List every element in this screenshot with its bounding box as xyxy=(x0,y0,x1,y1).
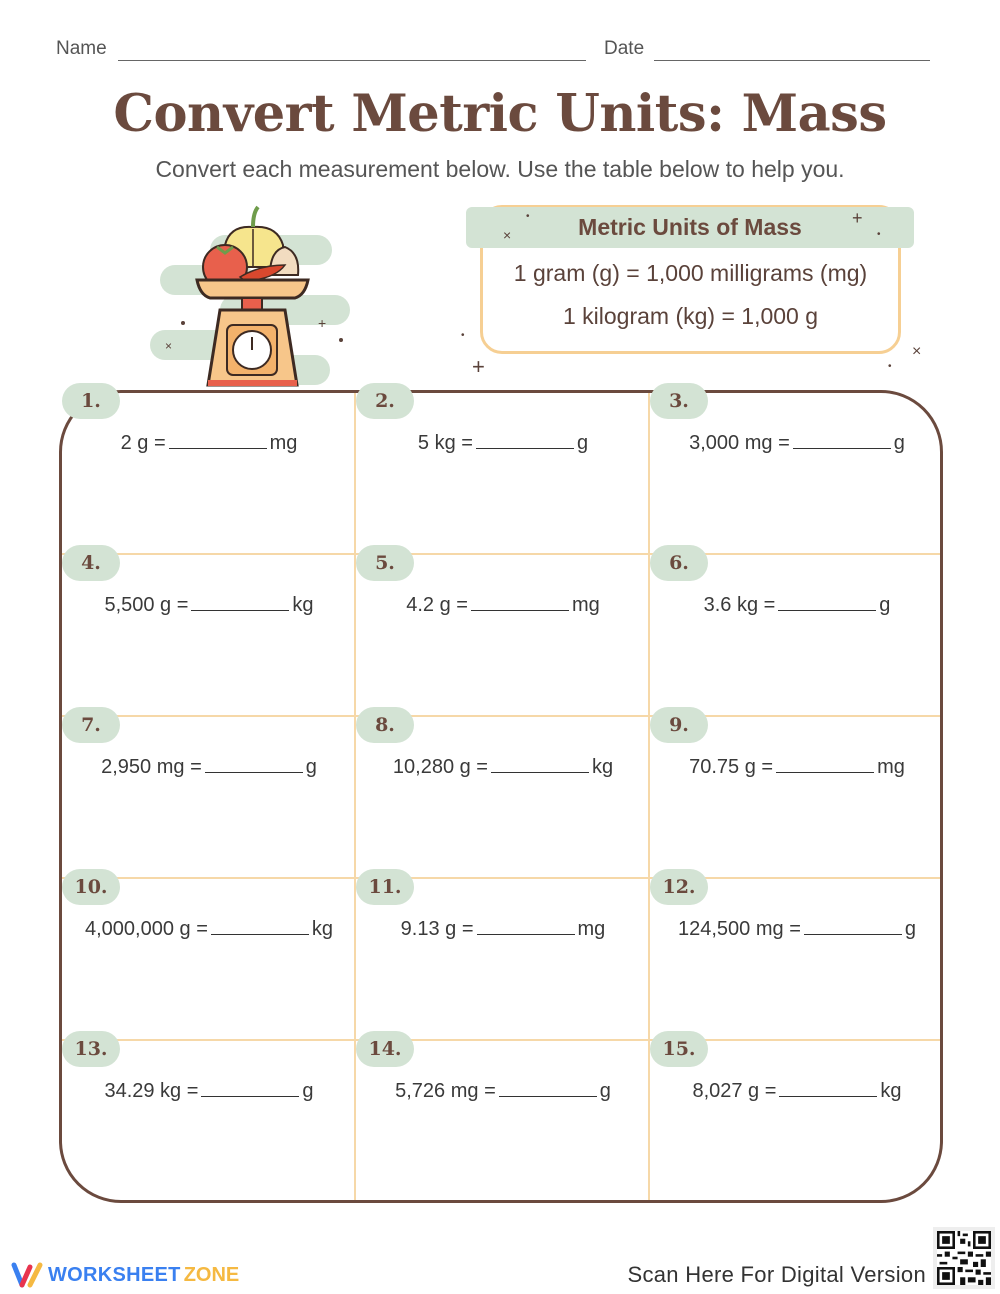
problem-equation xyxy=(650,1079,944,1103)
problem-unit: g xyxy=(576,432,589,454)
problem-given: 5 kg = xyxy=(417,432,473,454)
problem-unit: mg xyxy=(571,594,600,616)
problem-unit: g xyxy=(599,1080,611,1102)
problem-unit: g xyxy=(305,756,317,778)
reference-line-2: 1 kilogram (kg) = 1,000 g xyxy=(562,303,819,329)
problem-number-badge: 4. xyxy=(62,545,120,581)
date-label: Date xyxy=(604,38,645,59)
problem-unit: g xyxy=(302,1080,314,1102)
answer-blank[interactable] xyxy=(793,431,891,449)
problem-number-badge: 11. xyxy=(356,869,414,905)
date-field[interactable] xyxy=(654,60,930,61)
problem-given: 8,027 g = xyxy=(692,1080,777,1102)
problem-equation xyxy=(356,593,650,617)
sparkle-dot-icon: • xyxy=(877,229,881,240)
problem-number-badge: 8. xyxy=(356,707,414,743)
problem-unit: mg xyxy=(577,918,606,940)
sparkle-dot-icon: • xyxy=(461,330,465,341)
problem-cell xyxy=(356,552,650,717)
reference-line-1: 1 gram (g) = 1,000 milligrams (mg) xyxy=(513,260,868,286)
problem-unit: g xyxy=(904,918,916,940)
problem-given: 5,726 mg = xyxy=(395,1080,496,1102)
problem-equation xyxy=(650,593,944,617)
problem-given: 2,950 mg = xyxy=(101,756,202,778)
reference-table-title: Metric Units of Mass xyxy=(466,207,914,248)
problem-given: 4,000,000 g = xyxy=(84,918,208,940)
logo-icon xyxy=(10,1261,48,1289)
qr-code[interactable] xyxy=(933,1227,995,1289)
problem-equation xyxy=(650,917,944,941)
scale-icon xyxy=(145,195,360,395)
answer-blank[interactable] xyxy=(169,431,267,449)
problem-unit: g xyxy=(879,594,891,616)
sparkle-x-icon: × xyxy=(503,227,512,243)
answer-blank[interactable] xyxy=(779,1079,877,1097)
problem-number-badge: 9. xyxy=(650,707,708,743)
name-date-row xyxy=(56,36,936,64)
answer-blank[interactable] xyxy=(776,755,874,773)
problem-given: 124,500 mg = xyxy=(678,918,801,940)
answer-blank[interactable] xyxy=(491,755,589,773)
sparkle-x-icon: × xyxy=(912,343,922,360)
problem-equation xyxy=(356,1079,650,1103)
page-title: Convert Metric Units: Mass xyxy=(113,84,887,144)
problem-number-badge: 7. xyxy=(62,707,120,743)
problem-unit: g xyxy=(893,432,905,454)
problem-number-badge: 13. xyxy=(62,1031,120,1067)
problem-number-badge: 15. xyxy=(650,1031,708,1067)
problem-given: 4.2 g = xyxy=(406,594,468,616)
problem-given: 3,000 mg = xyxy=(689,432,790,454)
problem-equation xyxy=(62,593,356,617)
problem-given: 70.75 g = xyxy=(689,756,774,778)
answer-blank[interactable] xyxy=(201,1079,299,1097)
problem-number-badge: 6. xyxy=(650,545,708,581)
name-label: Name xyxy=(56,38,107,59)
sparkle-dot-icon: • xyxy=(888,361,892,372)
answer-blank[interactable] xyxy=(477,917,575,935)
problem-equation xyxy=(62,431,356,455)
kitchen-scale-illustration xyxy=(145,195,360,395)
problem-cell xyxy=(650,714,944,879)
problem-equation xyxy=(650,431,944,455)
problem-equation xyxy=(62,917,356,941)
answer-blank[interactable] xyxy=(211,917,309,935)
problem-cell xyxy=(62,390,356,555)
problem-number-badge: 3. xyxy=(650,383,708,419)
problem-equation xyxy=(62,755,356,779)
problem-cell xyxy=(356,714,650,879)
problem-unit: kg xyxy=(311,918,333,940)
problem-cell xyxy=(62,552,356,717)
problem-cell xyxy=(356,1038,650,1203)
answer-blank[interactable] xyxy=(471,593,569,611)
name-field[interactable] xyxy=(118,60,586,61)
problem-equation xyxy=(356,431,650,455)
answer-blank[interactable] xyxy=(476,431,574,449)
problem-unit: mg xyxy=(877,756,905,778)
problem-given: 9.13 g = xyxy=(400,918,474,940)
problem-unit: kg xyxy=(292,594,314,616)
logo-text-zone: ZONE xyxy=(183,1263,240,1286)
problem-given: 5,500 g = xyxy=(104,594,189,616)
problem-cell xyxy=(650,390,944,555)
problem-equation xyxy=(62,1079,356,1103)
instructions: Convert each measurement below. Use the table below to help you. xyxy=(155,156,845,182)
problem-unit: kg xyxy=(591,756,614,778)
sparkle-plus-icon: + xyxy=(852,208,863,228)
problem-unit: kg xyxy=(880,1080,902,1102)
sparkle-dot-icon: • xyxy=(526,211,530,222)
problem-given: 34.29 kg = xyxy=(104,1080,199,1102)
problem-given: 10,280 g = xyxy=(392,756,488,778)
problem-cell xyxy=(650,1038,944,1203)
problem-number-badge: 10. xyxy=(62,869,120,905)
problem-number-badge: 14. xyxy=(356,1031,414,1067)
qr-code-icon xyxy=(937,1231,991,1285)
problem-unit: mg xyxy=(269,432,298,454)
problem-equation xyxy=(356,755,650,779)
problem-equation xyxy=(650,755,944,779)
problem-cell xyxy=(62,876,356,1041)
problem-number-badge: 5. xyxy=(356,545,414,581)
problem-cell xyxy=(356,390,650,555)
answer-blank[interactable] xyxy=(778,593,876,611)
problem-given: 3.6 kg = xyxy=(703,594,776,616)
answer-blank[interactable] xyxy=(499,1079,597,1097)
problem-given: 2 g = xyxy=(120,432,166,454)
svg-text:×: × xyxy=(165,339,173,353)
problem-cell xyxy=(62,714,356,879)
answer-blank[interactable] xyxy=(804,917,902,935)
problem-cell xyxy=(62,1038,356,1203)
problem-number-badge: 1. xyxy=(62,383,120,419)
problem-cell xyxy=(650,876,944,1041)
worksheet-zone-logo[interactable] xyxy=(10,1260,239,1290)
problem-number-badge: 12. xyxy=(650,869,708,905)
problem-cell xyxy=(650,552,944,717)
problem-number-badge: 2. xyxy=(356,383,414,419)
problem-cell xyxy=(356,876,650,1041)
answer-blank[interactable] xyxy=(205,755,303,773)
sparkle-plus-icon: + xyxy=(472,354,485,379)
svg-text:+: + xyxy=(318,315,327,331)
answer-blank[interactable] xyxy=(191,593,289,611)
scan-text: Scan Here For Digital Version xyxy=(627,1262,926,1287)
problem-equation xyxy=(356,917,650,941)
logo-text-worksheet: WORKSHEET xyxy=(48,1263,181,1286)
